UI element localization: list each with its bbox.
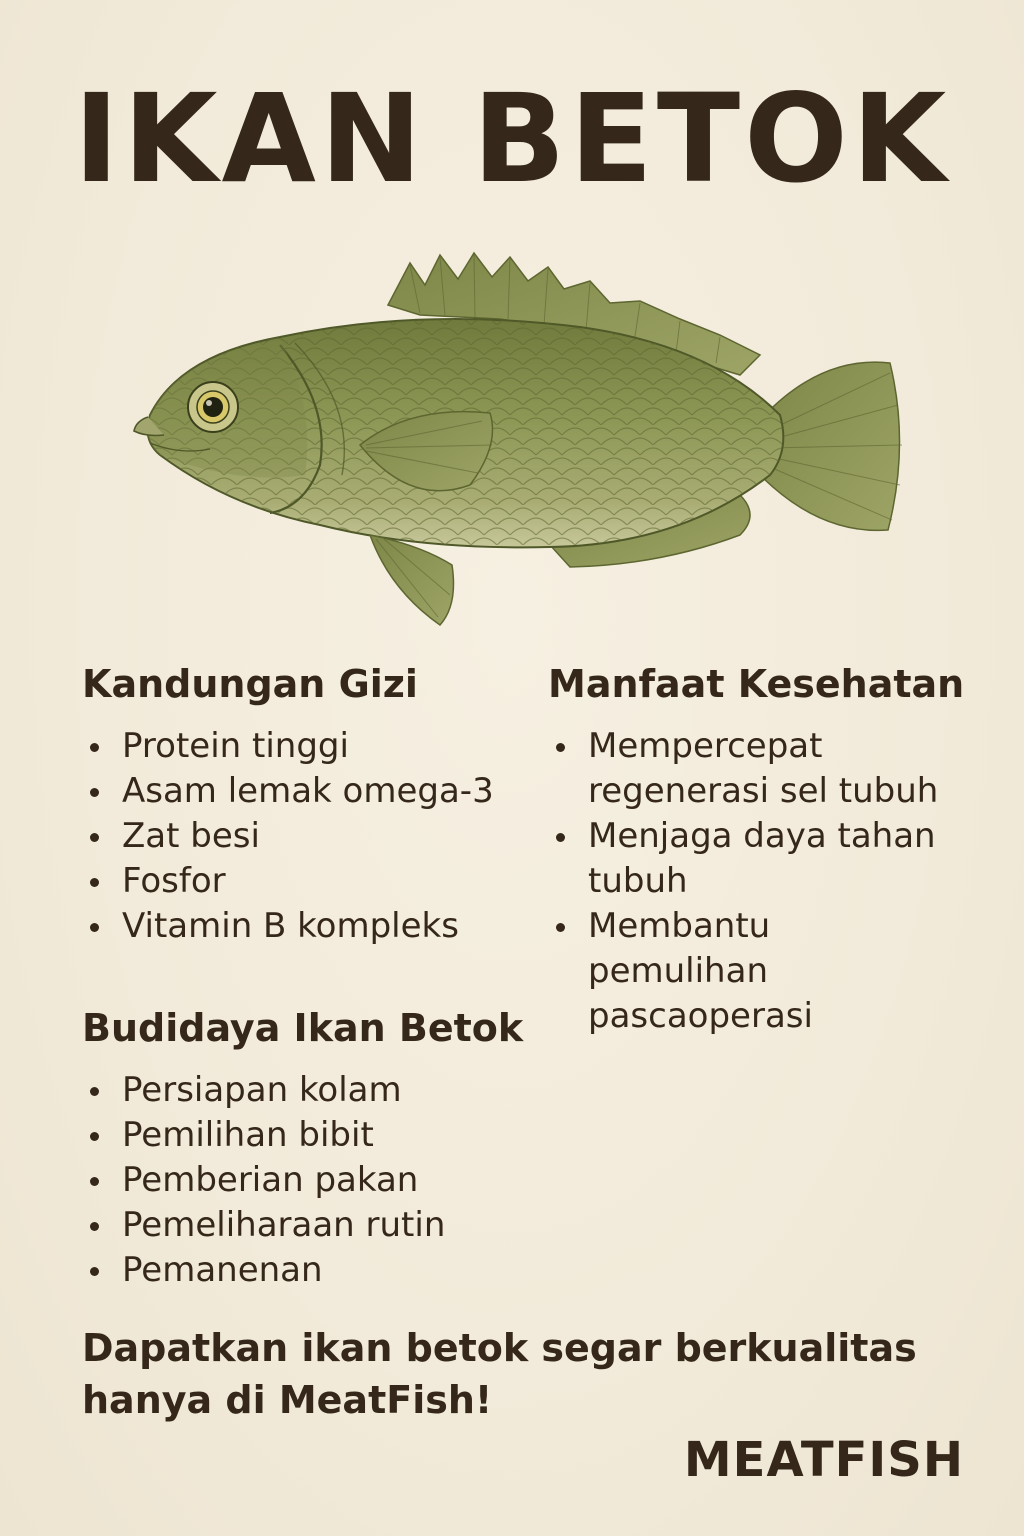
list-item: Menjaga daya tahan tubuh: [548, 814, 948, 904]
bullet-list: [82, 1068, 602, 1293]
section-heading: Manfaat Kesehatan: [548, 662, 965, 706]
bullet-list: [548, 724, 988, 1039]
climbing-perch-fish-icon: [120, 245, 920, 645]
call-to-action: Dapatkan ikan betok segar berkualitas hanya di MeatFish!: [82, 1326, 917, 1422]
bullet-list: [82, 724, 522, 949]
list-item: Persiapan kolam: [82, 1068, 602, 1113]
list-item: Pemanenan: [82, 1248, 602, 1293]
brand-logo-text: MEATFISH: [683, 1432, 964, 1488]
list-item: Pemeliharaan rutin: [82, 1203, 602, 1248]
list-item: Protein tinggi: [82, 724, 522, 769]
list-item: Zat besi: [82, 814, 522, 859]
list-item: Mempercepat regenerasi sel tubuh: [548, 724, 948, 814]
section-heading: Budidaya Ikan Betok: [82, 1006, 524, 1050]
list-item: Pemberian pakan: [82, 1158, 602, 1203]
list-item: Vitamin B kompleks: [82, 904, 522, 949]
section-kandungan-gizi: [82, 662, 522, 949]
section-budidaya: [82, 1006, 602, 1293]
section-heading: Kandungan Gizi: [82, 662, 418, 706]
section-manfaat-kesehatan: [548, 662, 988, 1039]
list-item: Membantu pemulihan pascaoperasi: [548, 904, 948, 1039]
poster-title: IKAN BETOK: [73, 68, 951, 210]
list-item: Asam lemak omega-3: [82, 769, 522, 814]
list-item: Fosfor: [82, 859, 522, 904]
list-item: Pemilihan bibit: [82, 1113, 602, 1158]
